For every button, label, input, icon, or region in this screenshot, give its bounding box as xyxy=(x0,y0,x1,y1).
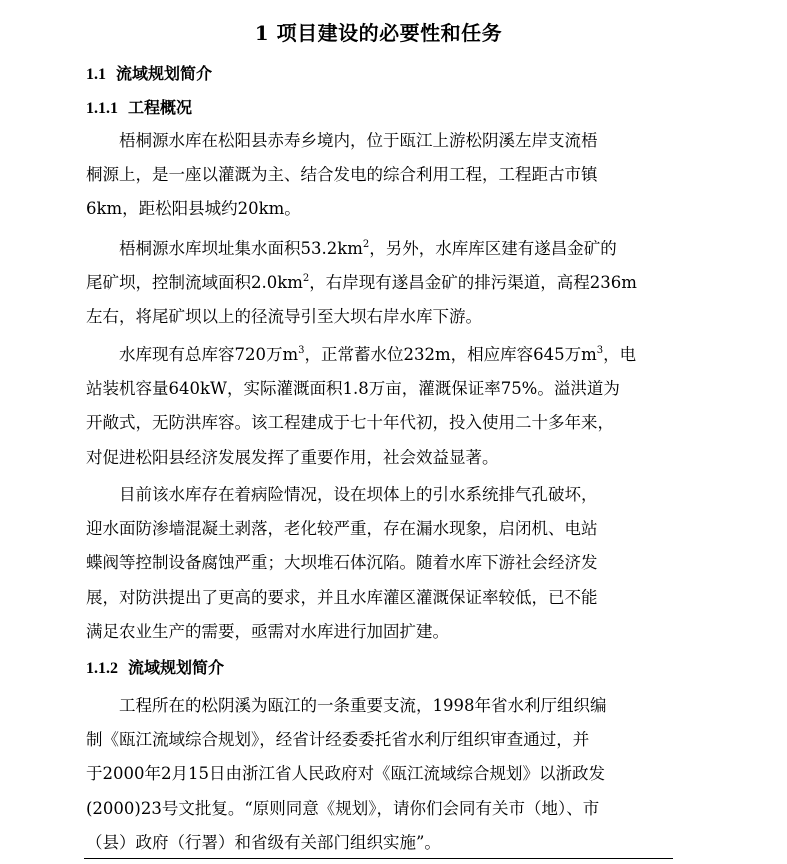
text-line: 满足农业生产的需要，亟需对水库进行加固扩建。 xyxy=(86,621,449,641)
text-line: 工程所在的松阴溪为瓯江的一条重要支流，1998年省水利厅组织编 xyxy=(119,696,607,715)
text-line xyxy=(86,338,671,372)
subsection-label: 工程概况 xyxy=(128,98,193,117)
section-label: 流域规划简介 xyxy=(116,64,213,83)
text-line: (2000)23号文批复。“原则同意《规划》，请你们会同有关市（地）、市 xyxy=(86,798,600,818)
subsection-label: 流域规划简介 xyxy=(128,658,225,677)
text-line: （县）政府（行署）和省级有关部门组织实施”。 xyxy=(86,832,441,852)
text-fragment: ，右岸现有遂昌金矿的排污渠道，高程236m xyxy=(309,273,637,293)
text-fragment: ，正常蓄水位232m，相应库容645万m xyxy=(304,345,597,364)
subsection-heading-1 xyxy=(86,96,192,121)
text-line xyxy=(86,232,671,266)
superscript: 3 xyxy=(596,345,604,356)
subsection-heading-2 xyxy=(86,656,224,681)
text-line: 梧桐源水库在松阳县赤寿乡境内，位于瓯江上游松阴溪左岸支流梧 xyxy=(119,131,598,150)
section-number: 1.1 xyxy=(86,66,106,83)
text-line: 开敞式，无防洪库容。该工程建成于七十年代初，投入使用二十多年来， xyxy=(86,413,614,433)
text-line: 站装机容量640kW，实际灌溉面积1.8万亩，灌溉保证率75%。溢洪道为 xyxy=(86,379,620,399)
text-line xyxy=(86,266,671,300)
paragraph-overview-2 xyxy=(86,232,671,335)
paragraph-overview-4 xyxy=(86,478,671,649)
paragraph-basin-plan xyxy=(86,689,671,860)
chapter-title: 1 项目建设的必要性和任务 xyxy=(254,21,503,45)
superscript: 3 xyxy=(298,345,305,356)
text-fragment: 水库现有总库容720万m xyxy=(119,345,299,364)
text-fragment: ，电 xyxy=(603,345,637,364)
text-line: 左右，将尾矿坝以上的径流导引至大坝右岸水库下游。 xyxy=(86,307,482,327)
text-line: 制《瓯江流域综合规划》，经省计经委委托省水利厅组织审查通过，并 xyxy=(86,730,590,750)
paragraph-overview-3 xyxy=(86,338,671,475)
text-fragment: 梧桐源水库坝址集水面积53.2km xyxy=(119,239,363,258)
text-line: 目前该水库存在着病险情况，设在坝体上的引水系统排气孔破坏， xyxy=(119,485,598,504)
text-line: 桐源上，是一座以灌溉为主、结合发电的综合利用工程，工程距古市镇 xyxy=(86,165,598,185)
text-line: 对促进松阳县经济发展发挥了重要作用，社会效益显著。 xyxy=(86,447,499,467)
paragraph-overview-1 xyxy=(86,124,671,227)
section-heading xyxy=(86,62,212,87)
text-line: 展，对防洪提出了更高的要求，并且水库灌区灌溉保证率较低，已不能 xyxy=(86,587,598,607)
subsection-number: 1.1.2 xyxy=(86,660,118,677)
text-fragment: 尾矿坝，控制流域面积2.0km xyxy=(86,273,303,293)
text-line: 6km，距松阳县城约20km。 xyxy=(86,199,301,219)
text-line: 蝶阀等控制设备腐蚀严重；大坝堆石体沉陷。随着水库下游社会经济发 xyxy=(86,553,598,573)
superscript: 2 xyxy=(362,239,370,250)
text-line: 于2000年2月15日由浙江省人民政府对《瓯江流域综合规划》以浙政发 xyxy=(86,764,605,784)
superscript: 2 xyxy=(302,273,310,285)
subsection-number: 1.1.1 xyxy=(86,100,118,117)
text-line: 迎水面防渗墙混凝土剥落，老化较严重，存在漏水现象，启闭机、电站 xyxy=(86,519,598,539)
footer-rule xyxy=(84,858,673,859)
text-fragment: ，另外，水库库区建有遂昌金矿的 xyxy=(369,239,617,258)
